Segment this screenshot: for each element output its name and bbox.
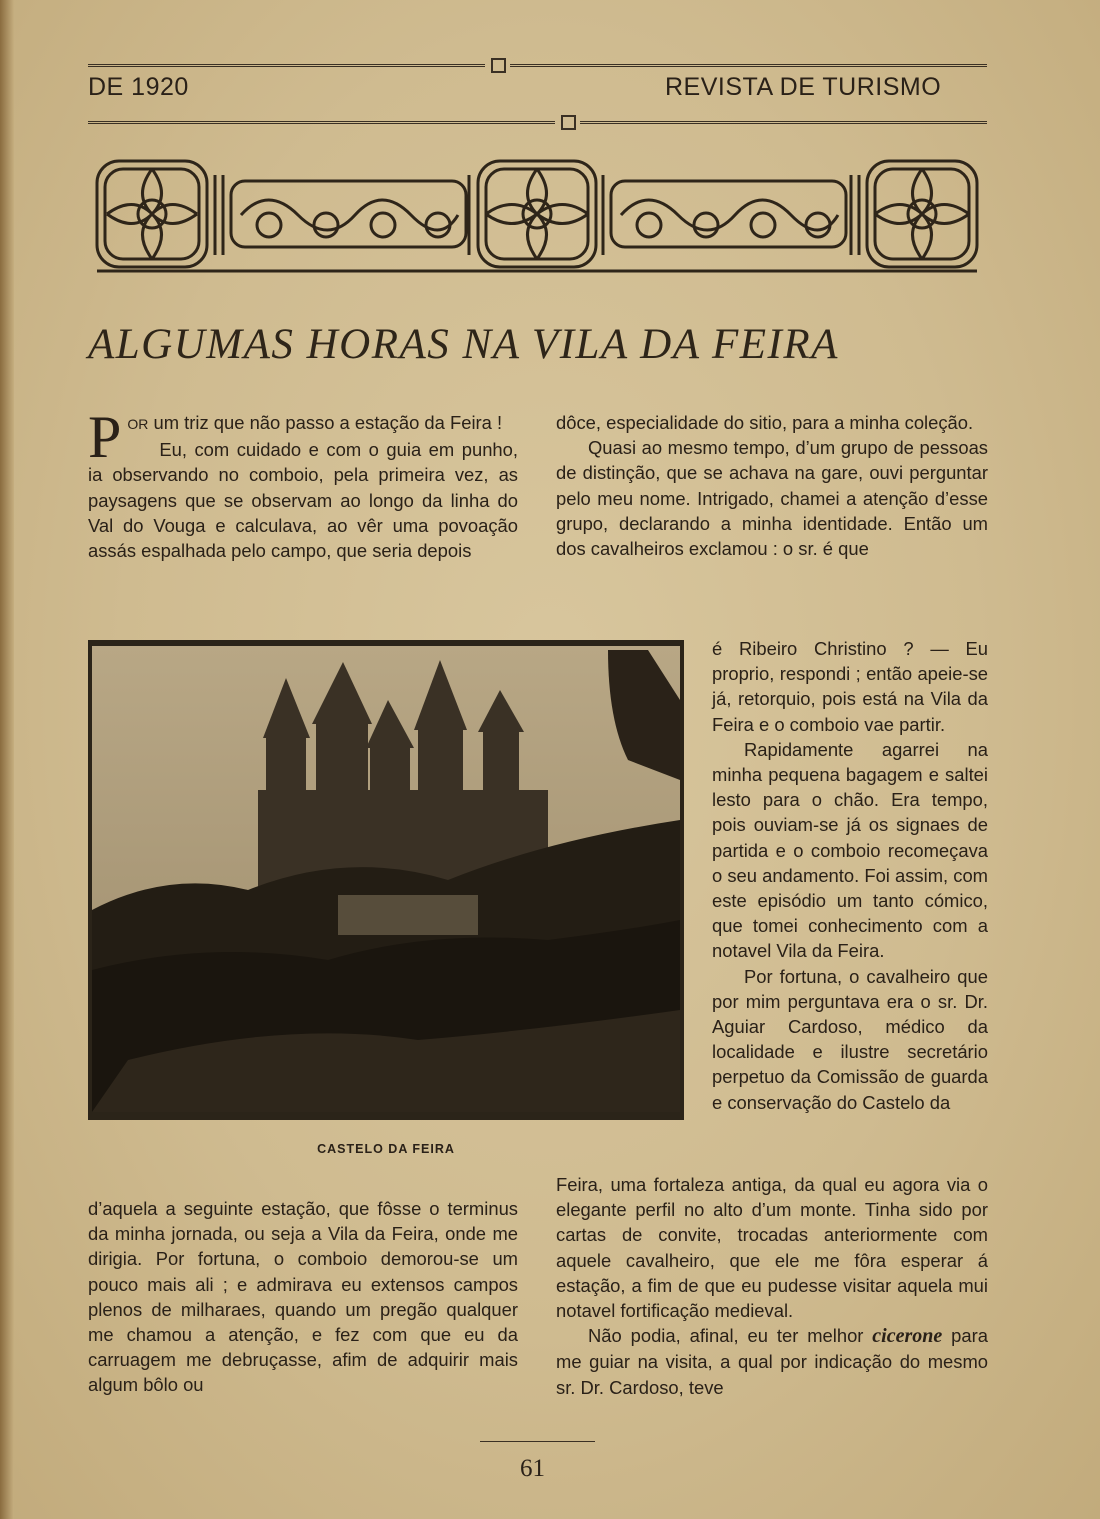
right-column-bottom bbox=[556, 1172, 988, 1400]
header-rule-top-left bbox=[88, 64, 485, 67]
last-paragraph-start: Não podia, afinal, eu ter melhor bbox=[588, 1325, 864, 1347]
first-word-smallcaps: OR bbox=[127, 416, 149, 432]
paragraph-8: Por fortuna, o cavalheiro que por mim perguntava era o sr. Dr. Aguiar Cardoso, médico da localidade e ilustre secretário perpetuo da Comissão de guarda e conservação do Castelo da bbox=[712, 965, 988, 1113]
page-edge bbox=[0, 0, 14, 1519]
page-number: 61 bbox=[520, 1455, 545, 1482]
paragraph-1: um triz que não passo a estação da Feira ! bbox=[153, 412, 503, 433]
paragraph-10 bbox=[556, 1323, 988, 1400]
castle-photograph bbox=[88, 640, 684, 1120]
last-paragraph-end: para me guiar na visita, a qual por indicação do mesmo sr. Dr. Cardoso, teve bbox=[556, 1325, 988, 1398]
right-column-narrow bbox=[712, 636, 988, 1115]
left-column-bottom bbox=[88, 1196, 518, 1398]
header-box-top bbox=[491, 58, 506, 73]
header-rule-top-right bbox=[510, 64, 987, 67]
drop-cap: P bbox=[88, 404, 122, 470]
header-magazine-name: REVISTA DE TURISMO bbox=[665, 73, 942, 101]
header-rule-bottom-right bbox=[580, 121, 987, 124]
header-box-bottom bbox=[561, 115, 576, 130]
header-date: DE 1920 bbox=[88, 73, 189, 101]
cicerone-italic: cicerone bbox=[872, 1325, 943, 1348]
right-column-top bbox=[556, 410, 988, 561]
paragraph-5: Quasi ao mesmo tempo, d’um grupo de pessoas de distinção, que se achava na gare, ouvi perguntar pelo meu nome. Intrigado, chamei a atenção d’esse grupo, declarando a minha identidade. Então um dos cavalheiros exclamou : o sr. é que bbox=[556, 437, 988, 560]
paragraph-6: é Ribeiro Christino ? — Eu proprio, respondi ; então apeie-se já, retorquio, pois está na Vila da Feira e o comboio vae partir. bbox=[712, 638, 988, 735]
header-rule-bottom-left bbox=[88, 121, 555, 124]
left-column-top bbox=[88, 404, 518, 563]
article-title: ALGUMAS HORAS NA VILA DA FEIRA bbox=[88, 321, 839, 368]
ornamental-band bbox=[93, 155, 981, 275]
photo-caption: CASTELO DA FEIRA bbox=[317, 1142, 455, 1156]
paragraph-7: Rapidamente agarrei na minha pequena bagagem e saltei lesto para o chão. Era tempo, pois ouviam-se já os signaes de partida e o comboio recomeçava o seu andamento. Foi assim, com este episódio um tanto cómico, que tomei conhecimento com a notavel Vila da Feira. bbox=[712, 738, 988, 962]
paragraph-4: dôce, especialidade do sitio, para a minha coleção. bbox=[556, 412, 974, 433]
paragraph-2: Eu, com cuidado e com o guia em punho, ia observando no comboio, pela primeira vez, as paysagens que se observam ao longo da linha do Val do Vouga e calculava, ao vêr uma povoação assás espalhada pelo campo, que seria depois bbox=[88, 439, 518, 562]
paragraph-3: d’aquela a seguinte estação, que fôsse o terminus da minha jornada, ou seja a Vila da Feira, onde me dirigia. Por fortuna, o comboio demorou-se um pouco mais ali ; e admirava eu extensos campos plenos de milharaes, quando um pregão qualquer me chamou a atenção, e fez com que eu da carruagem me debruçasse, afim de adquirir mais algum bôlo ou bbox=[88, 1198, 518, 1396]
page-number-rule bbox=[480, 1441, 595, 1442]
paragraph-9: Feira, uma fortaleza antiga, da qual eu agora via o elegante perfil no alto d’um monte. Tinha sido por cartas de convite, trocadas anteriormente com aquele cavalheiro, que ele me fôra esperar á estação, a fim de que eu pudesse visitar aquela mui notavel fortificação medieval. bbox=[556, 1174, 988, 1322]
